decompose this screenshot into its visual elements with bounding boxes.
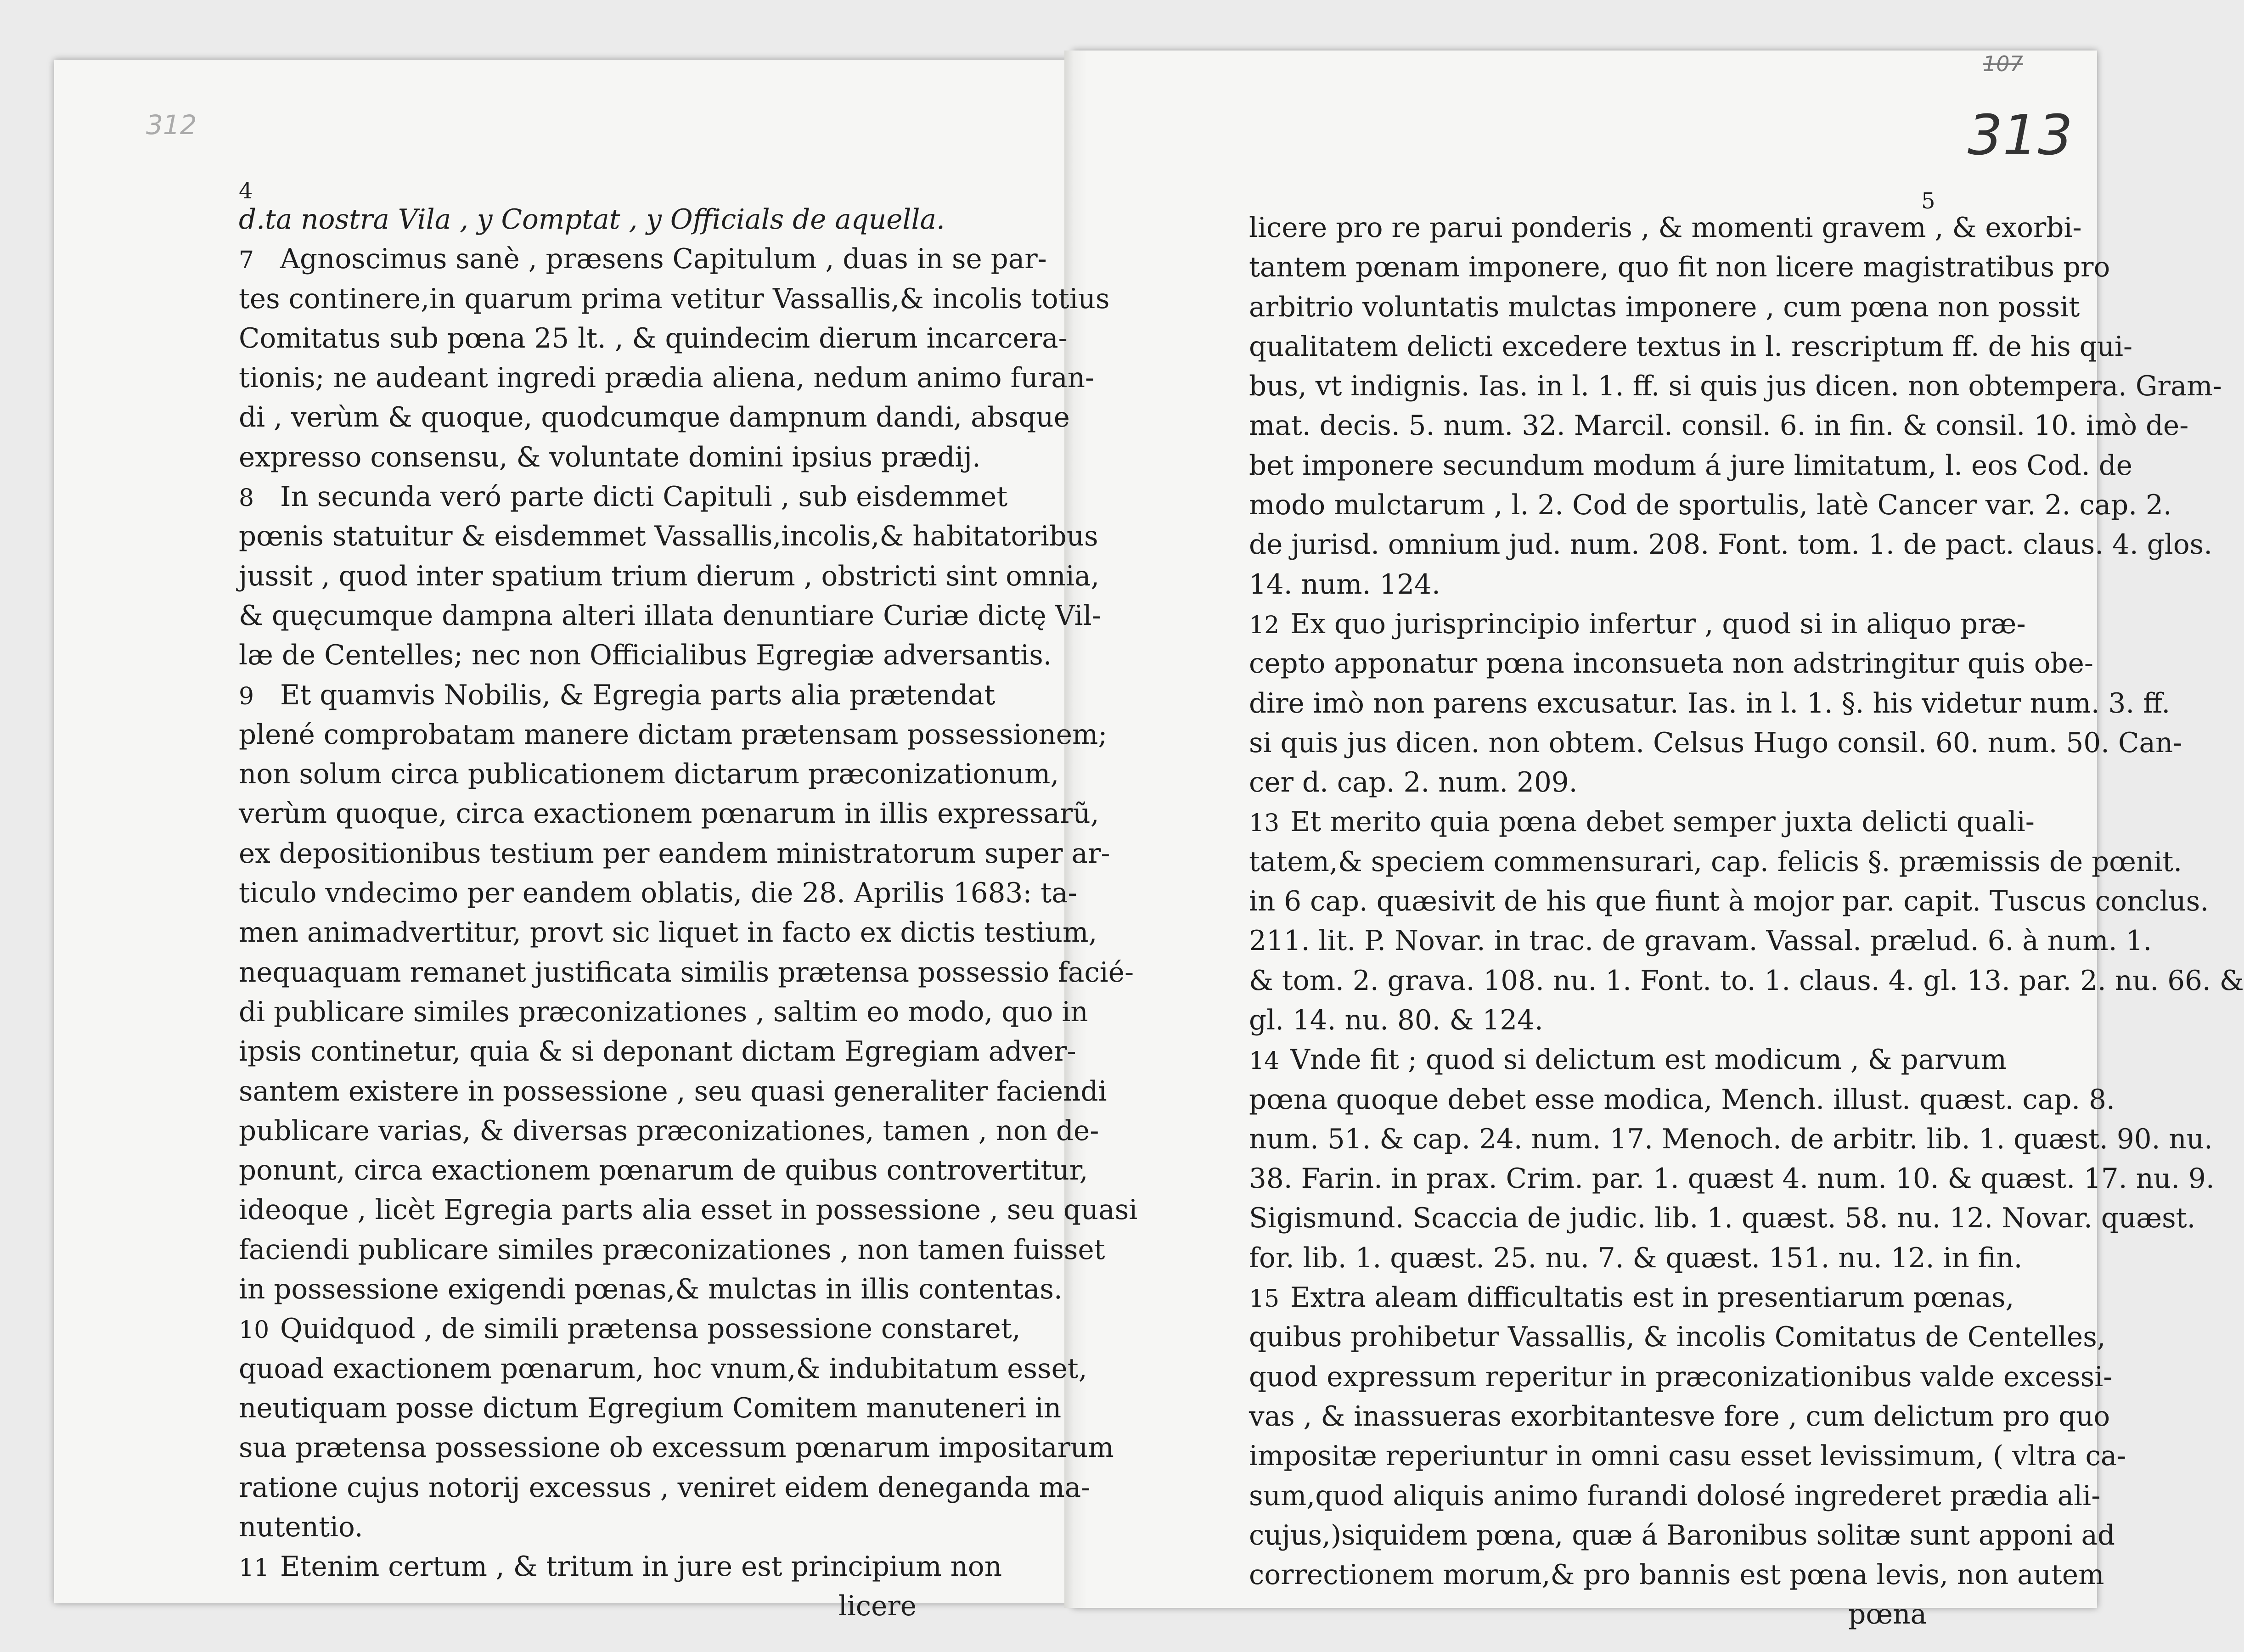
text-line: [239, 557, 1100, 596]
line-text: impositæ reperiuntur in omni casu esset levissimum, ( vltra ca-: [1249, 1440, 2126, 1472]
text-line: [1249, 843, 2182, 882]
line-text: sua prætensa possessione ob excessum pœnarum impositarum: [239, 1432, 1114, 1464]
line-text: licere pro re parui ponderis , & momenti gravem , & exorbi-: [1249, 212, 2082, 244]
line-text: modo mulctarum , l. 2. Cod de sportulis, latè Cancer var. 2. cap. 2.: [1249, 489, 2172, 522]
left-page-number: 4: [239, 178, 253, 204]
line-text: d.ta nostra Vila , y Comptat , y Officials de aquella.: [239, 204, 945, 236]
text-line: [239, 1112, 1099, 1151]
text-line: [1249, 1556, 2104, 1595]
text-line: [239, 398, 1070, 438]
line-text: sum,quod aliquis animo furandi dolosé ingrederet prædia ali-: [1249, 1480, 2101, 1512]
text-line: [239, 953, 1134, 993]
line-text: ratione cujus notorij excessus , veniret eidem deneganda ma-: [239, 1472, 1091, 1504]
line-text: In secunda veró parte dicti Capituli , sub eisdemmet: [280, 481, 1008, 513]
line-text: ticulo vndecimo per eandem oblatis, die 28. Aprilis 1683: ta-: [239, 877, 1077, 910]
text-line: [239, 596, 1101, 636]
line-text: dire imò non parens excusatur. Ias. in l. 1. §. his videtur num. 3. ff.: [1249, 687, 2171, 719]
line-text: pœna quoque debet esse modica, Mench. illust. quæst. cap. 8.: [1249, 1084, 2115, 1116]
line-text: qualitatem delicti excedere textus in l. rescriptum ff. de his qui-: [1249, 331, 2133, 363]
paragraph-number: 15: [1249, 1285, 1280, 1313]
line-text: 38. Farin. in prax. Crim. par. 1. quæst 4. num. 10. & quæst. 17. nu. 9.: [1249, 1163, 2215, 1195]
text-line: [1249, 1120, 2213, 1159]
line-text: si quis jus dicen. non obtem. Celsus Hugo consil. 60. num. 50. Can-: [1249, 727, 2182, 759]
paragraph-number: 11: [239, 1554, 270, 1582]
line-text: Et quamvis Nobilis, & Egregia parts alia prætendat: [280, 679, 995, 711]
paragraph-number: 12: [1249, 611, 1280, 639]
line-text: læ de Centelles; nec non Officialibus Egregiæ adversantis.: [239, 640, 1052, 672]
text-line: [1249, 1080, 2115, 1120]
line-text: bet imponere secundum modum á jure limitatum, l. eos Cod. de: [1249, 450, 2133, 482]
line-text: 211. lit. P. Novar. in trac. de gravam. Vassal. prælud. 6. à num. 1.: [1249, 925, 2152, 957]
text-line: [239, 1428, 1114, 1468]
paragraph-number: 7: [239, 247, 254, 275]
paragraph-number: 13: [1249, 809, 1280, 837]
text-line: [1249, 1040, 2007, 1080]
text-line: [1249, 288, 2080, 327]
text-line: [1249, 605, 2026, 644]
handwritten-folio-number: 313: [1968, 104, 2073, 168]
text-line: [239, 1468, 1091, 1508]
text-line: [1249, 327, 2133, 367]
text-line: [239, 359, 1095, 398]
text-line: [1249, 1199, 2196, 1238]
line-text: de jurisd. omnium jud. num. 208. Font. tom. 1. de pact. claus. 4. glos.: [1249, 529, 2213, 561]
text-line: [239, 319, 1068, 359]
text-line: [239, 1389, 1062, 1428]
text-line: [239, 1349, 1087, 1389]
line-text: verùm quoque, circa exactionem pœnarum in illis expressarũ,: [239, 798, 1099, 830]
line-text: in 6 cap. quæsivit de his que fiunt à mojor par. capit. Tuscus conclus.: [1249, 886, 2209, 918]
left-page-text: [239, 200, 1138, 1623]
line-text: bus, vt indignis. Ias. in l. 1. ff. si quis jus dicen. non obtempera. Gram-: [1249, 371, 2222, 403]
line-text: di , verùm & quoque, quodcumque dampnum dandi, absque: [239, 402, 1070, 434]
paragraph-number: 9: [239, 682, 254, 710]
right-page-text: [1249, 208, 2244, 1631]
text-line: [239, 200, 945, 240]
text-line: [239, 676, 995, 715]
line-text: publicare varias, & diversas præconizationes, tamen , non de-: [239, 1115, 1099, 1147]
line-text: ipsis continetur, quia & si deponant dictam Egregiam adver-: [239, 1036, 1076, 1068]
handwritten-faint-folio: 312: [146, 109, 197, 140]
line-text: pœnis statuitur & eisdemmet Vassallis,incolis,& habitatoribus: [239, 521, 1098, 553]
right-page-number: 5: [1921, 188, 1935, 214]
line-text: di publicare similes præconizationes , saltim eo modo, quo in: [239, 996, 1088, 1028]
text-line: [239, 993, 1088, 1032]
line-text: & tom. 2. grava. 108. nu. 1. Font. to. 1. claus. 4. gl. 13. par. 2. nu. 66. &: [1249, 965, 2244, 997]
text-line: [239, 478, 1008, 517]
line-text: correctionem morum,& pro bannis est pœna levis, non autem: [1249, 1559, 2104, 1591]
line-text: Vnde fit ; quod si delictum est modicum , & parvum: [1290, 1044, 2007, 1076]
text-line: [239, 1191, 1138, 1230]
paragraph-number: 14: [1249, 1047, 1280, 1075]
text-line: [1249, 565, 1927, 605]
text-line: [1249, 763, 1927, 803]
line-text: Agnoscimus sanè , præsens Capitulum , duas in se par-: [280, 243, 1047, 275]
line-text: cujus,)siquidem pœna, quæ á Baronibus solitæ sunt apponi ad: [1249, 1519, 2115, 1551]
line-text: & quęcumque dampna alteri illata denuntiare Curiæ dictę Vil-: [239, 600, 1101, 632]
line-text: nutentio.: [239, 1511, 363, 1543]
line-text: Quidquod , de simili prætensa possessione constaret,: [280, 1313, 1021, 1345]
line-text: santem existere in possessione , seu quasi generaliter faciendi: [239, 1075, 1107, 1107]
text-line: [239, 240, 1047, 279]
text-line: [239, 1508, 917, 1547]
line-text: men animadvertitur, provt sic liquet in facto ex dictis testium,: [239, 917, 1097, 949]
line-text: quibus prohibetur Vassallis, & incolis Comitatus de Centelles,: [1249, 1321, 2106, 1354]
line-text: mat. decis. 5. num. 32. Marcil. consil. 6. in fin. & consil. 10. imò de-: [1249, 410, 2189, 442]
text-line: [1249, 525, 2213, 565]
text-line: [1249, 1318, 2106, 1357]
line-text: Sigismund. Scaccia de judic. lib. 1. quæst. 58. nu. 12. Novar. quæst.: [1249, 1202, 2196, 1235]
text-line: [239, 913, 1097, 953]
line-text: non solum circa publicationem dictarum præconizationum,: [239, 759, 1059, 791]
line-text: Extra aleam difficultatis est in presentiarum pœnas,: [1290, 1282, 2014, 1314]
text-line: [1249, 1516, 2115, 1556]
line-text: Ex quo jurisprincipio infertur , quod si in aliquo præ-: [1290, 608, 2026, 640]
text-line: [1249, 724, 2182, 763]
paragraph-number: 10: [239, 1316, 270, 1344]
text-line: [239, 1231, 1105, 1270]
line-text: in possessione exigendi pœnas,& mulctas in illis contentas.: [239, 1274, 1063, 1306]
line-text: for. lib. 1. quæst. 25. nu. 7. & quæst. 151. nu. 12. in fin.: [1249, 1242, 2023, 1274]
text-line: [1249, 1159, 2215, 1199]
catchword: [1249, 1595, 1927, 1635]
text-line: [1249, 406, 2189, 446]
text-line: [1249, 1477, 2101, 1516]
text-line: [239, 517, 1098, 556]
text-line: [239, 834, 1110, 874]
text-line: [239, 1072, 1107, 1112]
line-text: plené comprobatam manere dictam prætensam possessionem;: [239, 719, 1108, 751]
text-line: [239, 636, 1052, 675]
line-text: ex depositionibus testium per eandem ministratorum super ar-: [239, 837, 1110, 870]
line-text: Comitatus sub pœna 25 lt. , & quindecim dierum incarcera-: [239, 322, 1068, 354]
line-text: tes continere,in quarum prima vetitur Vassallis,& incolis totius: [239, 283, 1110, 315]
line-text: pœna: [1848, 1599, 1927, 1631]
text-line: [239, 874, 1077, 913]
text-line: [239, 1547, 1002, 1587]
text-line: [1249, 1437, 2126, 1476]
line-text: nequaquam remanet justificata similis prætensa possessio facié-: [239, 956, 1134, 989]
text-line: [1249, 684, 2171, 724]
text-line: [239, 1151, 1088, 1191]
text-line: [1249, 208, 2082, 248]
text-line: [1249, 882, 2209, 922]
line-text: vas , & inassueras exorbitantesve fore , cum delictum pro quo: [1249, 1400, 2110, 1433]
text-line: [239, 794, 1099, 834]
line-text: jussit , quod inter spatium trium dierum , obstricti sint omnia,: [239, 560, 1100, 592]
text-line: [239, 438, 981, 478]
text-line: [1249, 1278, 2014, 1318]
line-text: tionis; ne audeant ingredi prædia aliena, nedum animo furan-: [239, 362, 1095, 394]
line-text: quod expressum reperitur in præconizationibus valde excessi-: [1249, 1361, 2113, 1393]
line-text: Etenim certum , & tritum in jure est principium non: [280, 1551, 1002, 1583]
text-line: [239, 1270, 1063, 1309]
line-text: cepto apponatur pœna inconsueta non adstringitur quis obe-: [1249, 648, 2093, 680]
text-line: [1249, 961, 2244, 1001]
text-line: [1249, 1358, 2113, 1397]
text-line: [1249, 922, 2152, 961]
line-text: gl. 14. nu. 80. & 124.: [1249, 1004, 1543, 1036]
line-text: faciendi publicare similes præconizationes , non tamen fuisset: [239, 1234, 1105, 1266]
text-line: [1249, 1397, 2110, 1437]
text-line: [1249, 367, 2222, 406]
text-line: [1249, 1239, 2023, 1278]
line-text: num. 51. & cap. 24. num. 17. Menoch. de arbitr. lib. 1. quæst. 90. nu.: [1249, 1123, 2213, 1155]
line-text: ponunt, circa exactionem pœnarum de quibus controvertitur,: [239, 1155, 1088, 1187]
text-line: [1249, 803, 2035, 842]
line-text: neutiquam posse dictum Egregium Comitem manuteneri in: [239, 1392, 1062, 1424]
text-line: [1249, 446, 2133, 486]
line-text: Et merito quia pœna debet semper juxta delicti quali-: [1290, 806, 2035, 838]
text-line: [1249, 486, 2172, 525]
line-text: tantem pœnam imponere, quo fit non licere magistratibus pro: [1249, 252, 2110, 284]
line-text: ideoque , licèt Egregia parts alia esset in possessione , seu quasi: [239, 1194, 1138, 1226]
text-line: [1249, 644, 2093, 684]
line-text: tatem,& speciem commensurari, cap. felicis §. præmissis de pœnit.: [1249, 846, 2182, 878]
line-text: quoad exactionem pœnarum, hoc vnum,& indubitatum esset,: [239, 1353, 1087, 1385]
text-line: [239, 1309, 1021, 1349]
paragraph-number: 8: [239, 484, 254, 512]
text-line: [239, 715, 1108, 755]
text-line: [1249, 248, 2110, 287]
line-text: expresso consensu, & voluntate domini ipsius prædij.: [239, 441, 981, 473]
catchword: [239, 1587, 917, 1626]
line-text: arbitrio voluntatis mulctas imponere , cum pœna non possit: [1249, 291, 2080, 323]
text-line: [239, 1032, 1076, 1072]
text-line: [239, 755, 1059, 794]
line-text: cer d. cap. 2. num. 209.: [1249, 767, 1578, 799]
line-text: 14. num. 124.: [1249, 568, 1440, 601]
text-line: [1249, 1001, 1927, 1040]
handwritten-struck-folio: 107: [1983, 51, 2023, 76]
text-line: [239, 280, 1110, 319]
line-text: licere: [838, 1590, 917, 1623]
